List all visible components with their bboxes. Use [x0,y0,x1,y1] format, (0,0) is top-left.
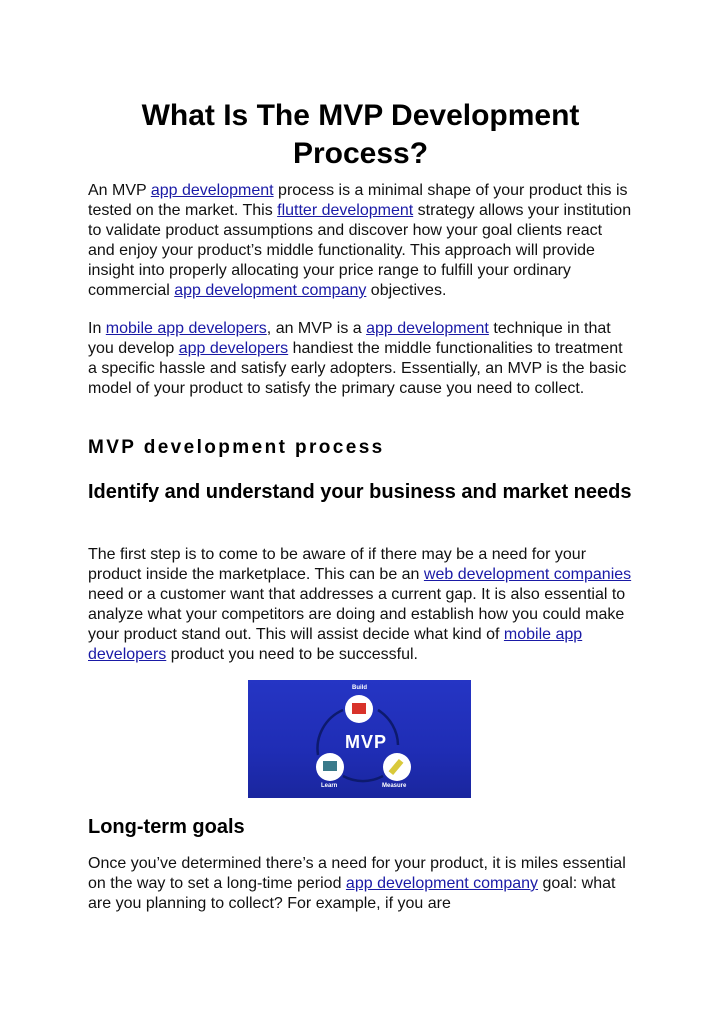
intro-paragraph [88,181,633,301]
text: An MVP [88,182,151,199]
link-flutter-development[interactable]: flutter development [277,202,414,219]
ruler-icon [389,759,404,775]
text: product you need to be successful. [166,646,418,663]
link-web-development-companies[interactable]: web development companies [423,566,632,583]
measure-node [383,753,411,781]
text: strategy allows your institution to validate product assumptions and discover how your goal clients react and enjoy your product’s middle functionality. This approach will provide insight into properly allocating your price range to fulfill your ordinary commercial [88,202,632,299]
link-app-developers[interactable]: app developers [178,340,289,357]
section-heading: MVP development process [88,437,385,458]
node-label-measure: Measure [382,783,407,789]
text: goal: what are you planning to collect? For example, if you are [88,875,616,912]
mvp-cycle-image [248,680,471,798]
long-term-goals-paragraph [88,854,633,914]
text: handiest the middle functionalities to treatment a specific hassle and satisfy early adopters. Essentially, an MVP is the basic model of your product to satisfy the primary cause you need to collect. [88,340,627,397]
link-app-development[interactable]: app development [366,320,489,337]
text: In [88,320,106,337]
learn-icon [323,761,337,771]
page-title: What Is The MVP Development Process? [141,99,580,170]
brick-icon [352,703,366,714]
text: The first step is to come to be aware of if there may be a need for your product inside the marketplace. This can be an [88,546,587,583]
market-needs-paragraph [88,545,633,665]
second-paragraph [88,319,633,399]
link-mobile-app-developers[interactable]: mobile app developers [105,320,267,337]
build-node [345,695,373,723]
subheading-market-needs: Identify and understand your business and market needs [88,481,632,503]
text: objectives. [366,282,447,299]
text: need or a customer want that addresses a current gap. It is also essential to analyze what your competitors are doing and establish how you could make your product stand out. This will assist decide what kind of [88,586,626,643]
text: , an MVP is a [266,320,367,337]
node-label-learn: Learn [321,783,338,789]
text: Once you’ve determined there’s a need for your product, it is miles essential on the way to set a long-time period [88,855,626,892]
link-app-development[interactable]: app development [150,182,274,199]
text: technique in that you develop [88,320,611,357]
node-label-build: Build [352,685,367,691]
text: process is a minimal shape of your product this is tested on the market. This [88,182,628,219]
link-mobile-app-developers[interactable]: mobile app developers [88,626,583,663]
subheading-long-term-goals: Long-term goals [88,816,245,838]
link-app-development-company[interactable]: app development company [345,875,539,892]
link-app-development-company[interactable]: app development company [174,282,367,299]
mvp-center-label: MVP [345,732,388,752]
learn-node [316,753,344,781]
